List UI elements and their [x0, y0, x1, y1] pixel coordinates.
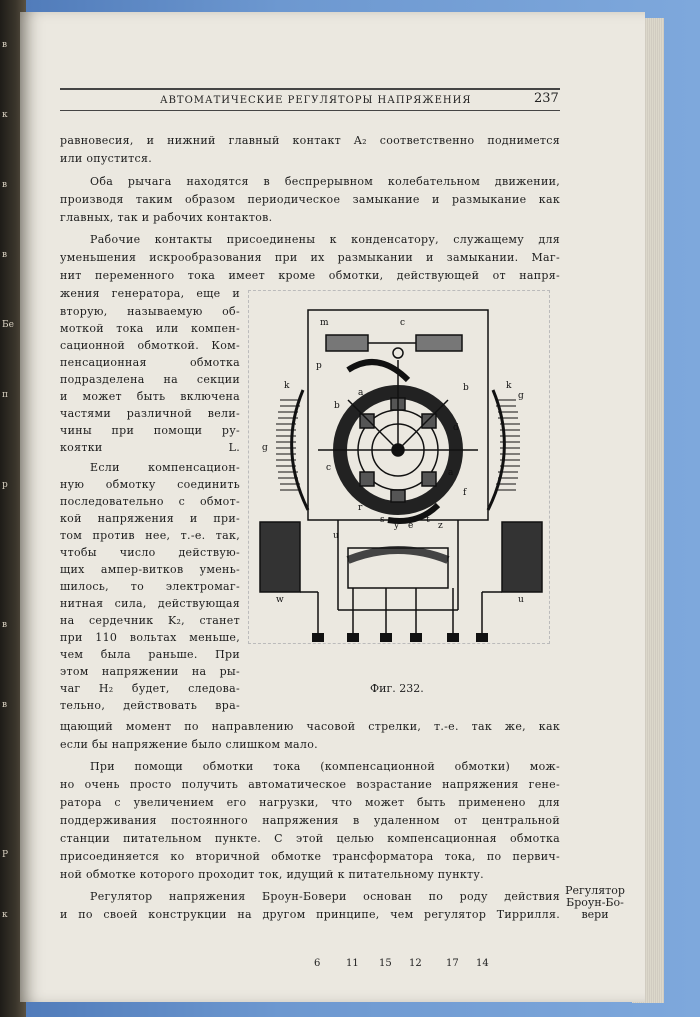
- svg-text:z: z: [438, 521, 443, 531]
- svg-text:a: a: [448, 468, 454, 478]
- header-title: АВТОМАТИЧЕСКИЕ РЕГУЛЯТОРЫ НАПРЯЖЕНИЯ: [160, 95, 472, 106]
- text-line: сационной обмоткой. Ком-: [60, 339, 240, 352]
- text-line: присоединяется ко вторичной обмотке трансформатора тока, по первич-: [60, 850, 560, 863]
- text-line: щих ампер-витков умень-: [60, 563, 240, 576]
- left-fragment: к: [2, 110, 8, 120]
- text-line: Если компенсацион-: [90, 461, 240, 474]
- text-line: и может быть включена: [60, 390, 240, 403]
- svg-text:m: m: [320, 318, 329, 328]
- text-line: тельно, действовать вра-: [60, 699, 240, 712]
- top-magnet-right: [416, 335, 462, 351]
- text-line: равновесия, и нижний главный контакт A₂ соответственно поднимется: [60, 134, 560, 147]
- text-line: шилось, то электромаг-: [60, 580, 240, 593]
- text-line: Оба рычага находятся в беспрерывном колебательном движении,: [90, 175, 560, 188]
- text-line: и по своей конструкции на другом принципе, чем регулятор Тиррилля.: [60, 908, 560, 921]
- svg-text:a: a: [358, 388, 364, 398]
- left-fragment: р: [2, 480, 8, 490]
- text-line: чем была раньше. При: [60, 648, 240, 661]
- top-magnet-left: [326, 335, 368, 351]
- svg-text:k: k: [284, 381, 290, 391]
- text-line: нит переменного тока имеет кроме обмотки, действующей от напря-: [60, 269, 560, 282]
- svg-text:g: g: [518, 391, 524, 401]
- svg-text:k: k: [506, 381, 512, 391]
- text-line: При помощи обмотки тока (компенсационной обмотки) мож-: [90, 760, 560, 773]
- text-line: Рабочие контакты присоединены к конденсатору, служащему для: [90, 233, 560, 246]
- svg-text:g: g: [262, 443, 268, 453]
- terminal-label: 17: [446, 958, 459, 969]
- text-line: пенсационная обмотка: [60, 356, 240, 369]
- left-fragment: к: [2, 910, 8, 920]
- text-line: производя таким образом периодическое замыкание и размыкание как: [60, 193, 560, 206]
- left-fragment: Бе: [2, 320, 14, 330]
- svg-text:e: e: [408, 521, 414, 531]
- text-line: станции питательном пункте. С этой целью компенсационная обмотка: [60, 832, 560, 845]
- svg-text:c: c: [400, 318, 406, 328]
- svg-text:b: b: [334, 401, 340, 411]
- margin-note-line: Регулятор: [565, 884, 625, 897]
- text-line: последовательно с обмот-: [60, 495, 240, 508]
- left-fragment: в: [2, 40, 8, 50]
- left-fragment: в: [2, 700, 8, 710]
- terminal-label: 14: [476, 958, 489, 969]
- margin-note-line: вери: [581, 908, 609, 921]
- text-line: ной обмотке которого проходит ток, идущий к питательному пункту.: [60, 868, 484, 881]
- svg-text:d: d: [453, 423, 459, 433]
- svg-text:u: u: [518, 595, 524, 605]
- text-line: но очень просто получить автоматическое возрастание напряжения гене-: [60, 778, 560, 791]
- text-line: ратора с увеличением его нагрузки, что может быть применено для: [60, 796, 560, 809]
- left-fragment: в: [2, 180, 8, 190]
- text-line: подразделена на секции: [60, 373, 240, 386]
- left-fragment: Р: [2, 850, 9, 860]
- text-line: на сердечник K₂, станет: [60, 614, 240, 627]
- text-line: чтобы число действую-: [60, 546, 240, 559]
- text-line: кой напряжения и при-: [60, 512, 240, 525]
- text-line: Регулятор напряжения Броун-Бовери основан по роду действия: [90, 890, 560, 903]
- terminal-label: 6: [314, 958, 321, 969]
- terminal-label: 15: [379, 958, 392, 969]
- left-fragment: в: [2, 620, 8, 630]
- left-coil: [260, 522, 300, 592]
- page-number: 237: [534, 91, 559, 106]
- margin-note-line: Броун-Бо-: [566, 896, 624, 909]
- text-line: если бы напряжение было слишком мало.: [60, 738, 318, 751]
- regulator-diagram: [248, 290, 548, 642]
- text-line: главных, так и рабочих контактов.: [60, 211, 273, 224]
- svg-text:p: p: [316, 361, 322, 371]
- left-fragment: в: [2, 250, 8, 260]
- svg-text:c: c: [326, 463, 332, 473]
- text-line: жения генератора, еще и: [60, 287, 240, 300]
- text-line: поддерживания постоянного напряжения в удаленном от центральной: [60, 814, 560, 827]
- svg-text:u: u: [333, 531, 339, 541]
- text-line: вторую, называемую об-: [60, 305, 240, 318]
- svg-text:r: r: [358, 503, 363, 513]
- svg-text:t: t: [426, 515, 430, 525]
- text-line: этом напряжении на ры-: [60, 665, 240, 678]
- text-line: уменьшения искрообразования при их размыкании и замыкании. Маг-: [60, 251, 560, 264]
- text-line: щающий момент по направлению часовой стрелки, т.-е. так же, как: [60, 720, 560, 733]
- left-fragment: п: [2, 390, 8, 400]
- text-line: чины при помощи ру-: [60, 424, 240, 437]
- svg-text:b: b: [463, 383, 469, 393]
- text-line: ную обмотку соединить: [60, 478, 240, 491]
- text-line: моткой тока или компен-: [60, 322, 240, 335]
- text-line: чаг H₂ будет, следова-: [60, 682, 240, 695]
- svg-text:s: s: [380, 515, 385, 525]
- svg-text:w: w: [276, 595, 284, 605]
- text-line: частями различной вели-: [60, 407, 240, 420]
- svg-text:y: y: [394, 521, 400, 531]
- text-line: при 110 вольтах меньше,: [60, 631, 240, 644]
- right-coil: [502, 522, 542, 592]
- figure-caption: Фиг. 232.: [370, 682, 424, 695]
- terminal-label: 12: [409, 958, 422, 969]
- text-line: том против нее, т.-е. так,: [60, 529, 240, 542]
- text-line: нитная сила, действующая: [60, 597, 240, 610]
- text-line: или опустится.: [60, 152, 153, 165]
- terminal-label: 11: [346, 958, 359, 969]
- svg-text:f: f: [463, 488, 467, 498]
- text-line: коятки L.: [60, 441, 240, 454]
